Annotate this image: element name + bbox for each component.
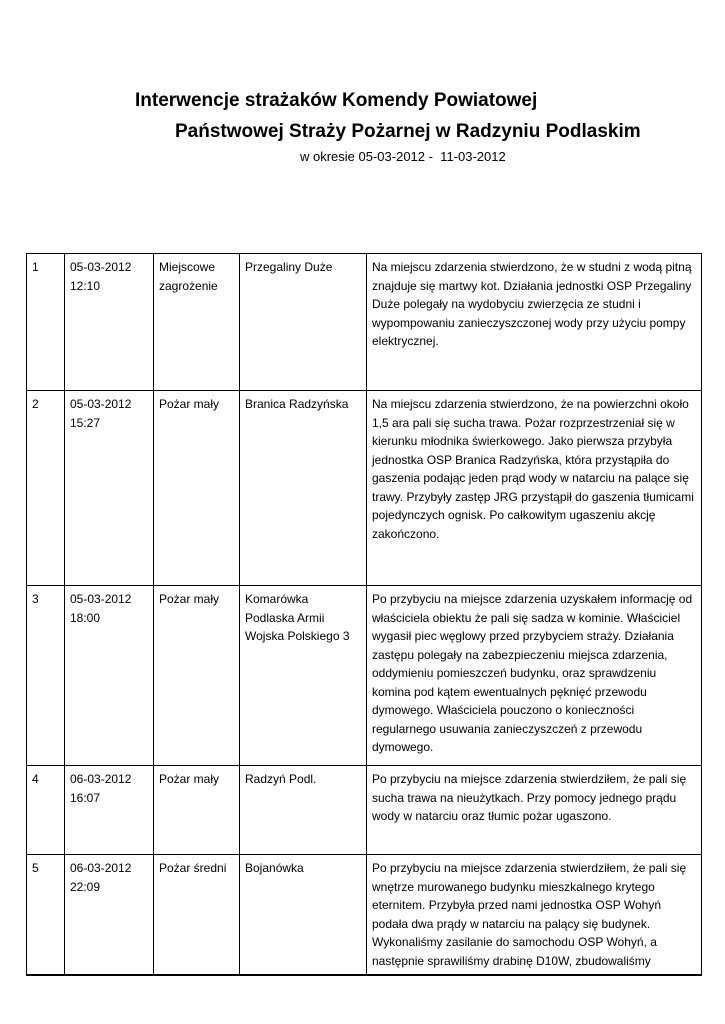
record-datetime [65,766,154,855]
record-description: Na miejscu zdarzenia stwierdzono, że w studni z wodą pitną znajduje się martwy kot. Działania jednostki OSP Przegaliny Duże polegały na wydobyciu zwierzęcia ze studni i wypompowaniu zanieczyszczonej wody przy użyciu pompy elektrycznej. [367,254,702,391]
record-type: Pożar mały [154,766,240,855]
record-datetime [65,855,154,976]
record-description: Po przybyciu na miejsce zdarzenia stwierdziłem, że pali się wnętrze murowanego budynku mieszkalnego krytego eternitem. Przybyła przed nami jednostka OSP Wohyń podała dwa prądy w natarciu na palący się budynek. Wykonaliśmy zasilanie do samochodu OSP Wohyń, a następnie sprawiliśmy drabinę D10W, zbudowaliśmy [367,855,702,976]
record-place: Bojanówka [240,855,367,976]
table-row [27,855,702,976]
report-period: w okresie 05-03-2012 - 11-03-2012 [300,149,506,164]
record-number: 1 [27,254,65,391]
record-date: 05-03-2012 [70,397,132,411]
record-place: Komarówka Podlaska Armii Wojska Polskiego 3 [240,586,367,766]
interventions-table [26,253,702,976]
record-datetime [65,391,154,586]
record-time: 12:10 [70,278,101,293]
record-datetime [65,586,154,766]
record-type: Miejscowe zagrożenie [154,254,240,391]
title-line-1: Interwencje strażaków Komendy Powiatowej [135,90,538,111]
record-datetime [65,254,154,391]
record-time: 16:07 [70,790,101,805]
record-type: Pożar mały [154,391,240,586]
record-time: 15:27 [70,415,101,430]
table-row [27,766,702,855]
record-place: Branica Radzyńska [240,391,367,586]
record-date: 06-03-2012 [70,861,132,875]
record-number: 2 [27,391,65,586]
record-date: 05-03-2012 [70,260,132,274]
record-number: 4 [27,766,65,855]
record-time: 22:09 [70,879,101,894]
record-place: Radzyń Podl. [240,766,367,855]
table-row [27,586,702,766]
record-place: Przegaliny Duże [240,254,367,391]
table-row [27,391,702,586]
record-description: Po przybyciu na miejsce zdarzenia uzyskałem informację od właściciela obiektu że pali się sadza w kominie. Właściciel wygasił piec węglowy przed przybyciem straży. Działania zastępu polegały na zabezpieczeniu miejsca zdarzenia, oddymieniu pomieszczeń budynku, oraz sprawdzeniu komina pod kątem ewentualnych pęknięć przewodu dymowego. Właściciela pouczono o konieczności regularnego usuwania zanieczyszczeń z przewodu dymowego. [367,586,702,766]
record-description: Na miejscu zdarzenia stwierdzono, że na powierzchni około 1,5 ara pali się sucha trawa. Pożar rozprzestrzeniał się w kierunku młodnika świerkowego. Jako pierwsza przybyła jednostka OSP Branica Radzyńska, która przystąpiła do gaszenia podając jeden prąd wody w natarciu na palące się trawy. Przybyły zastęp JRG przystąpił do gaszenia tłumicami pojedynczych ognisk. Po całkowitym ugaszeniu akcję zakończono. [367,391,702,586]
record-type: Pożar mały [154,586,240,766]
title-line-2: Państwowej Straży Pożarnej w Radzyniu Podlaskim [175,121,641,142]
record-number: 3 [27,586,65,766]
record-number: 5 [27,855,65,976]
record-date: 05-03-2012 [70,592,132,606]
record-description: Po przybyciu na miejsce zdarzenia stwierdziłem, że pali się sucha trawa na nieużytkach. Przy pomocy jednego prądu wody w natarciu oraz tłumic pożar ugaszono. [367,766,702,855]
record-date: 06-03-2012 [70,772,132,786]
record-type: Pożar średni [154,855,240,976]
table-row [27,254,702,391]
record-time: 18:00 [70,610,101,625]
